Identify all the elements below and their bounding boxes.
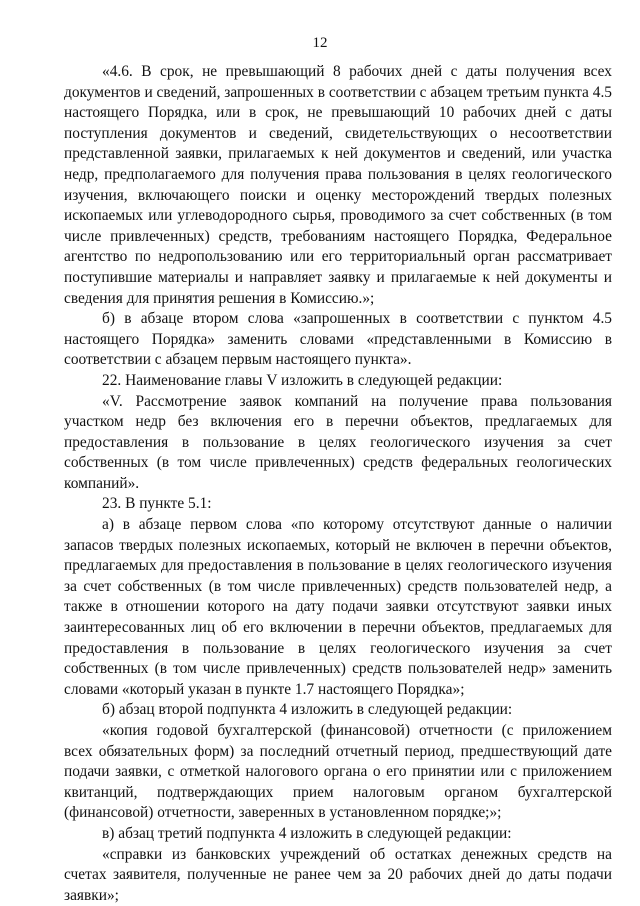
paragraph-item-23: 23. В пункте 5.1: bbox=[102, 495, 212, 513]
paragraph-bank-certificates: «справки из банковских учреждений об остатках денежных средств на счетах заявителя, полученные не ранее чем за 20 рабочих дней до даты подачи заявки»; bbox=[64, 845, 612, 904]
page-number: 12 bbox=[312, 35, 328, 51]
paragraph-v-subpoint-4: в) абзац третий подпункта 4 изложить в следующей редакции: bbox=[102, 824, 512, 842]
document-body bbox=[64, 62, 612, 906]
paragraph-item-22: 22. Наименование главы V изложить в следующей редакции: bbox=[102, 371, 503, 389]
paragraph-b-amendment: б) в абзаце втором слова «запрошенных в соответствии с пунктом 4.5 настоящего Порядка» заменить словами «представленными в Комиссию в соответствии с абзацем первым настоящего пункта». bbox=[64, 310, 612, 369]
paragraph-b-subpoint-4: б) абзац второй подпункта 4 изложить в следующей редакции: bbox=[102, 701, 513, 719]
paragraph-a-amendment: а) в абзаце первом слова «по которому отсутствуют данные о наличии запасов твердых полезных ископаемых, который не включен в перечни объектов, предлагаемых для предоставления в пользование в целях геологического изучения за счет собственных (в том числе привлеченных) средств пользователей недр, а также в отношении которого на дату подачи заявки отсутствуют заявки иных заинтересованных лиц об его включении в перечни объектов, предлагаемых для предоставления в пользование в целях геологического изучения за счет собственных (в том числе привлеченных) средств пользователей недр» заменить словами «который указан в пункте 1.7 настоящего Порядка»; bbox=[64, 516, 612, 698]
paragraph-chapter-v-title: «V. Рассмотрение заявок компаний на получение права пользования участком недр без включения его в перечни объектов, предлагаемых для предоставления в пользование в целях геологического изучения за счет собственных (в том числе привлеченных) средств федеральных геологических компаний». bbox=[64, 392, 612, 492]
paragraph-financial-report: «копия годовой бухгалтерской (финансовой) отчетности (с приложением всех обязательных форм) за последний отчетный период, предшествующий дате подачи заявки, с отметкой налогового органа о его принятии или с приложением квитанций, подтверждающих прием налоговым органом бухгалтерской (финансовой) отчетности, заверенных в установленном порядке;»; bbox=[64, 722, 612, 822]
paragraph-4-6: «4.6. В срок, не превышающий 8 рабочих дней с даты получения всех документов и сведений, запрошенных в соответствии с абзацем третьим пункта 4.5 настоящего Порядка, или в срок, не превышающий 10 рабочих дней с даты поступления документов и сведений, свидетельствующих о несоответствии представленной заявки, прилагаемых к ней документов и сведений, или участка недр, предполагаемого для получения права пользования в целях геологического изучения, включающего поиски и оценку месторождений твердых полезных ископаемых или углеводородного сырья, проводимого за счет собственных (в том числе привлеченных) средств, требованиям настоящего Порядка, Федеральное агентство по недропользованию или его территориальный орган рассматривает поступившие материалы и направляет заявку и прилагаемые к ней документы и сведения для принятия решения в Комиссию.»; bbox=[64, 63, 612, 307]
